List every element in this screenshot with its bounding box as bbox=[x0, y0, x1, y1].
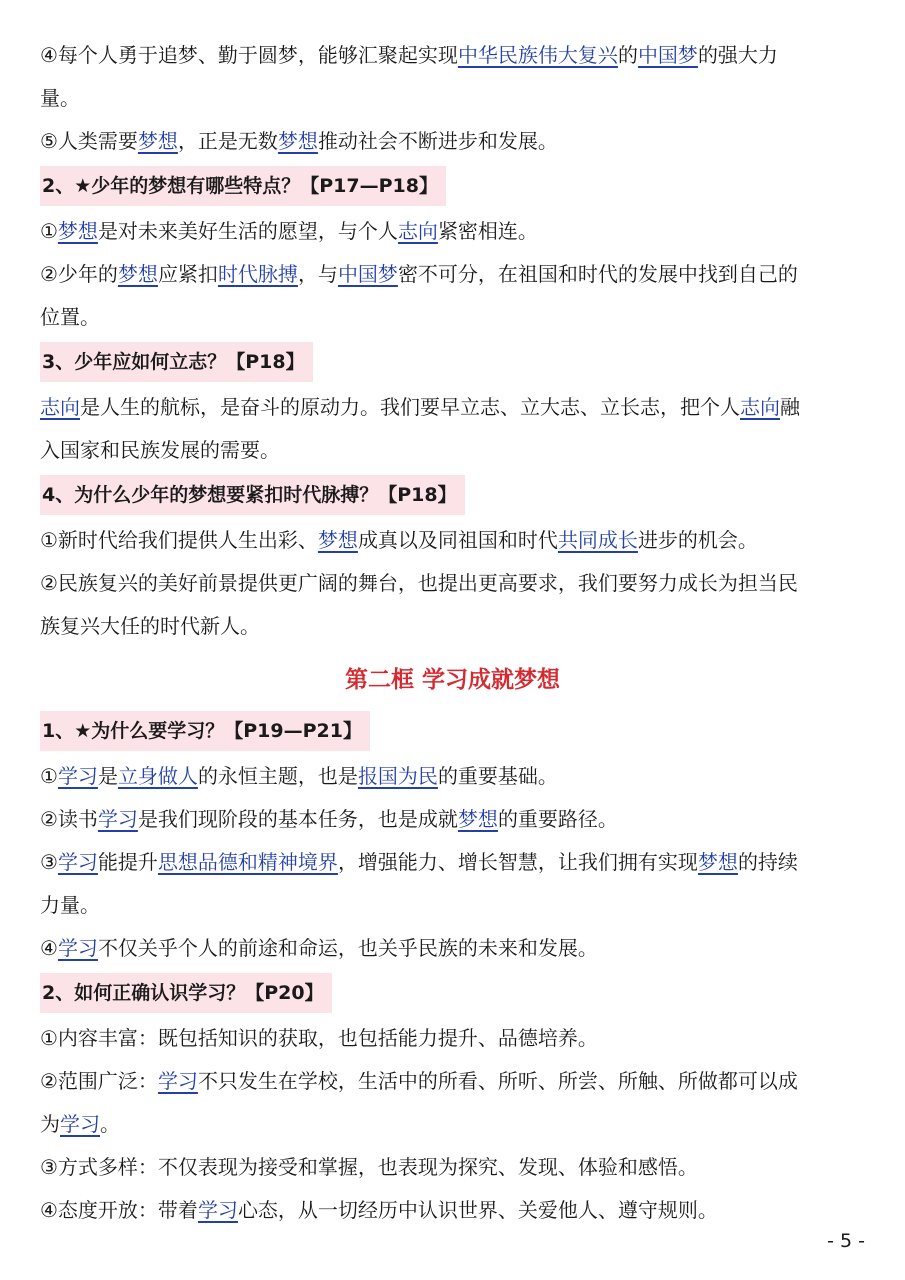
highlighted-term: 志向 bbox=[397, 219, 438, 243]
question-heading-text: 2、如何正确认识学习？【P20】 bbox=[40, 973, 332, 1013]
highlighted-term: 共同成长 bbox=[557, 528, 638, 552]
highlighted-term: 学习 bbox=[60, 1112, 100, 1136]
question-heading bbox=[40, 165, 865, 206]
highlighted-term: 梦想 bbox=[457, 807, 498, 831]
highlighted-term: 梦想 bbox=[137, 129, 178, 153]
text-segment: 的强大力 bbox=[697, 43, 778, 67]
text-segment: 是我们现阶段的基本任务，也是成就 bbox=[137, 807, 458, 831]
text-line bbox=[40, 519, 865, 562]
highlighted-term: 梦想 bbox=[317, 528, 358, 552]
highlighted-term: 志向 bbox=[40, 395, 80, 419]
highlighted-term: 梦想 bbox=[117, 262, 158, 286]
text-line bbox=[40, 1017, 865, 1060]
text-line bbox=[40, 429, 865, 472]
text-line bbox=[40, 34, 865, 77]
text-segment: ②范围广泛： bbox=[40, 1069, 158, 1093]
text-line bbox=[40, 1060, 865, 1103]
text-segment: 的 bbox=[617, 43, 638, 67]
text-segment: ③ bbox=[40, 850, 58, 874]
text-line bbox=[40, 1103, 865, 1146]
text-line bbox=[40, 386, 865, 429]
text-line bbox=[40, 296, 865, 339]
text-segment: 心态，从一切经历中认识世界、关爱他人、遵守规则。 bbox=[237, 1198, 718, 1222]
highlighted-term: 梦想 bbox=[57, 219, 98, 243]
question-heading bbox=[40, 972, 865, 1013]
highlighted-term: 思想品德和精神境界 bbox=[157, 850, 338, 874]
text-segment: 密不可分，在祖国和时代的发展中找到自己的 bbox=[397, 262, 798, 286]
text-line bbox=[40, 755, 865, 798]
text-line bbox=[40, 841, 865, 884]
highlighted-term: 学习 bbox=[197, 1198, 238, 1222]
text-line bbox=[40, 120, 865, 163]
text-segment: ，增强能力、增长智慧，让我们拥有实现 bbox=[337, 850, 698, 874]
text-segment: ，正是无数 bbox=[177, 129, 278, 153]
text-segment: 量。 bbox=[40, 86, 80, 110]
text-line bbox=[40, 1146, 865, 1189]
highlighted-term: 立身做人 bbox=[117, 764, 198, 788]
text-line bbox=[40, 562, 865, 605]
highlighted-term: 中国梦 bbox=[337, 262, 398, 286]
text-segment: 的重要基础。 bbox=[437, 764, 558, 788]
text-segment: ④ bbox=[40, 936, 58, 960]
highlighted-term: 时代脉搏 bbox=[217, 262, 298, 286]
text-segment: 位置。 bbox=[40, 305, 100, 329]
text-segment: 是人生的航标，是奋斗的原动力。我们要早立志、立大志、立长志，把个人 bbox=[80, 395, 740, 419]
question-heading bbox=[40, 341, 865, 382]
text-line bbox=[40, 927, 865, 970]
section-title: 第二框 学习成就梦想 bbox=[344, 667, 560, 693]
highlighted-term: 梦想 bbox=[277, 129, 318, 153]
text-segment: 不仅关乎个人的前途和命运，也关乎民族的未来和发展。 bbox=[97, 936, 598, 960]
text-segment: 能提升 bbox=[97, 850, 158, 874]
text-segment: ②读书 bbox=[40, 807, 98, 831]
text-line bbox=[40, 210, 865, 253]
text-segment: 的持续 bbox=[737, 850, 798, 874]
text-segment: ① bbox=[40, 219, 58, 243]
text-segment: ④态度开放：带着 bbox=[40, 1198, 198, 1222]
text-segment: ①内容丰富：既包括知识的获取，也包括能力提升、品德培养。 bbox=[40, 1026, 598, 1050]
text-segment: 应紧扣 bbox=[157, 262, 218, 286]
text-segment: 进步的机会。 bbox=[637, 528, 758, 552]
text-segment: 成真以及同祖国和时代 bbox=[357, 528, 558, 552]
document-page bbox=[40, 34, 865, 1232]
highlighted-term: 中华民族伟大复兴 bbox=[457, 43, 618, 67]
text-line bbox=[40, 798, 865, 841]
text-segment: ③方式多样：不仅表现为接受和掌握，也表现为探究、发现、体验和感悟。 bbox=[40, 1155, 698, 1179]
highlighted-term: 学习 bbox=[157, 1069, 198, 1093]
highlighted-term: 学习 bbox=[57, 850, 98, 874]
question-heading-text: 3、少年应如何立志？【P18】 bbox=[40, 342, 313, 382]
highlighted-term: 报国为民 bbox=[357, 764, 438, 788]
highlighted-term: 学习 bbox=[57, 764, 98, 788]
text-segment: ②民族复兴的美好前景提供更广阔的舞台，也提出更高要求，我们要努力成长为担当民 bbox=[40, 571, 798, 595]
text-line bbox=[40, 605, 865, 648]
text-segment: 紧密相连。 bbox=[437, 219, 538, 243]
highlighted-term: 梦想 bbox=[697, 850, 738, 874]
text-segment: ②少年的 bbox=[40, 262, 118, 286]
text-segment: 是对未来美好生活的愿望，与个人 bbox=[97, 219, 398, 243]
text-segment: 融 bbox=[780, 395, 800, 419]
text-line bbox=[40, 1189, 865, 1232]
question-heading-text: 1、★为什么要学习？【P19—P21】 bbox=[40, 711, 370, 751]
highlighted-term: 学习 bbox=[57, 936, 98, 960]
question-heading bbox=[40, 710, 865, 751]
text-segment: ⑤人类需要 bbox=[40, 129, 138, 153]
question-heading-text: 2、★少年的梦想有哪些特点？【P17—P18】 bbox=[40, 166, 446, 206]
text-segment: 不只发生在学校，生活中的所看、所听、所尝、所触、所做都可以成 bbox=[197, 1069, 798, 1093]
text-segment: 族复兴大任的时代新人。 bbox=[40, 614, 260, 638]
text-segment: ，与 bbox=[297, 262, 338, 286]
text-segment: 的永恒主题，也是 bbox=[197, 764, 358, 788]
text-segment: 的重要路径。 bbox=[497, 807, 618, 831]
text-segment: 为 bbox=[40, 1112, 60, 1136]
page-number: - 5 - bbox=[827, 1230, 865, 1252]
question-heading-text: 4、为什么少年的梦想要紧扣时代脉搏？【P18】 bbox=[40, 475, 465, 515]
text-segment: 推动社会不断进步和发展。 bbox=[317, 129, 558, 153]
text-segment: ①新时代给我们提供人生出彩、 bbox=[40, 528, 318, 552]
text-line bbox=[40, 253, 865, 296]
text-line bbox=[40, 884, 865, 927]
text-segment: ④每个人勇于追梦、勤于圆梦，能够汇聚起实现 bbox=[40, 43, 458, 67]
text-segment: 力量。 bbox=[40, 893, 100, 917]
question-heading bbox=[40, 474, 865, 515]
text-segment: 入国家和民族发展的需要。 bbox=[40, 438, 280, 462]
text-line bbox=[40, 77, 865, 120]
text-segment: 。 bbox=[100, 1112, 120, 1136]
text-segment: 是 bbox=[97, 764, 118, 788]
text-segment: ① bbox=[40, 764, 58, 788]
highlighted-term: 志向 bbox=[740, 395, 780, 419]
highlighted-term: 学习 bbox=[97, 807, 138, 831]
highlighted-term: 中国梦 bbox=[637, 43, 698, 67]
